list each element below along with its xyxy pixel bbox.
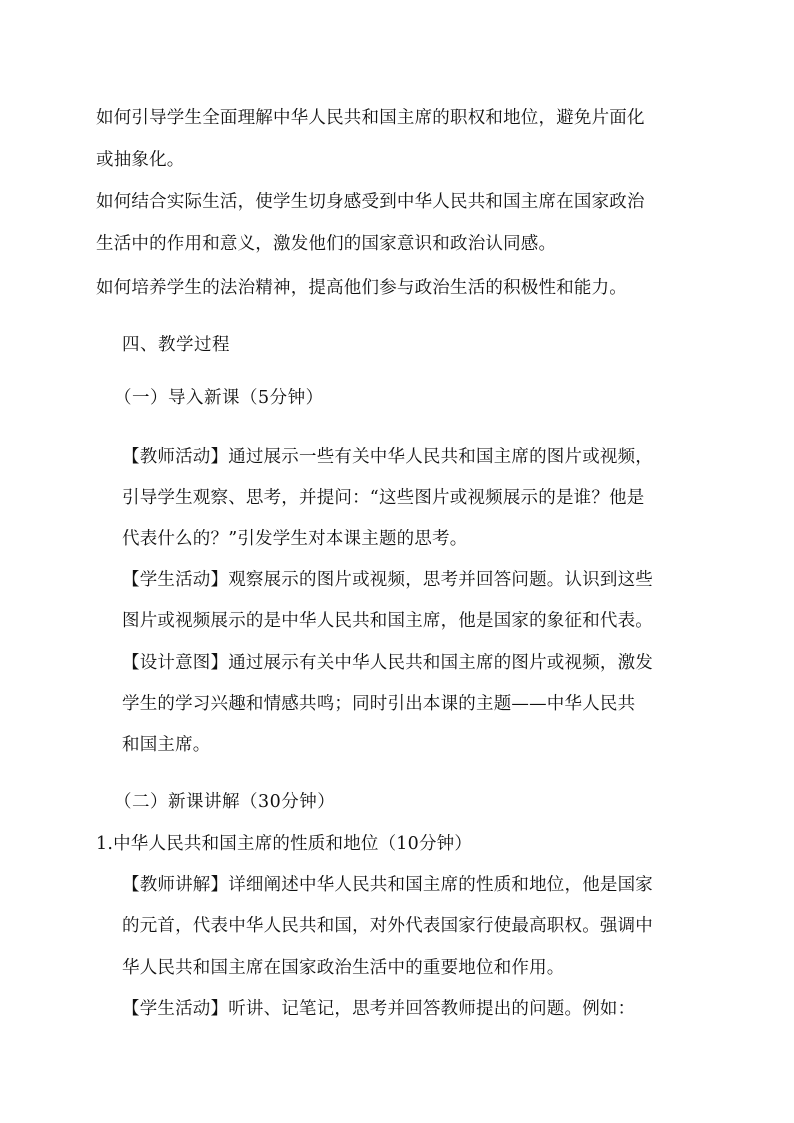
section-4-heading: 四、教学过程 [122, 335, 230, 355]
part-1-teacher-line-1: 【教师活动】通过展示一些有关中华人民共和国主席的图片或视频， [122, 447, 653, 467]
item-1-student-line-1: 【学生活动】听讲、记笔记，思考并回答教师提出的问题。例如： [122, 999, 636, 1019]
difficulty-1-line-2: 或抽象化。 [96, 150, 185, 170]
item-1-teacher-line-1: 【教师讲解】详细阐述中华人民共和国主席的性质和地位，他是国家 [122, 875, 653, 895]
item-1-teacher-line-3: 华人民共和国主席在国家政治生活中的重要地位和作用。 [122, 958, 565, 978]
part-1-design-line-3: 和国主席。 [122, 735, 211, 755]
part-2-heading: （二）新课讲解（30分钟） [114, 792, 336, 812]
difficulty-2-line-2: 生活中的作用和意义，激发他们的国家意识和政治认同感。 [96, 234, 557, 254]
part-1-design-line-1: 【设计意图】通过展示有关中华人民共和国主席的图片或视频，激发 [122, 653, 653, 673]
part-1-heading: （一）导入新课（5分钟） [114, 388, 324, 408]
part-1-teacher-line-3: 代表什么的？”引发学生对本课主题的思考。 [122, 529, 468, 549]
difficulty-2-line-1: 如何结合实际生活，使学生切身感受到中华人民共和国主席在国家政治 [96, 192, 645, 212]
part-1-design-line-2: 学生的学习兴趣和情感共鸣；同时引出本课的主题——中华人民共 [122, 694, 636, 714]
difficulty-3-line-1: 如何培养学生的法治精神，提高他们参与政治生活的积极性和能力。 [96, 278, 627, 298]
difficulty-1-line-1: 如何引导学生全面理解中华人民共和国主席的职权和地位，避免片面化 [96, 108, 645, 128]
part-1-teacher-line-2: 引导学生观察、思考，并提问：“这些图片或视频展示的是谁？他是 [122, 488, 645, 508]
part-1-student-line-1: 【学生活动】观察展示的图片或视频，思考并回答问题。认识到这些 [122, 570, 653, 590]
item-1-heading: 1.中华人民共和国主席的性质和地位（10分钟） [96, 834, 473, 854]
part-1-student-line-2: 图片或视频展示的是中华人民共和国主席，他是国家的象征和代表。 [122, 611, 653, 631]
item-1-teacher-line-2: 的元首，代表中华人民共和国，对外代表国家行使最高职权。强调中 [122, 916, 653, 936]
